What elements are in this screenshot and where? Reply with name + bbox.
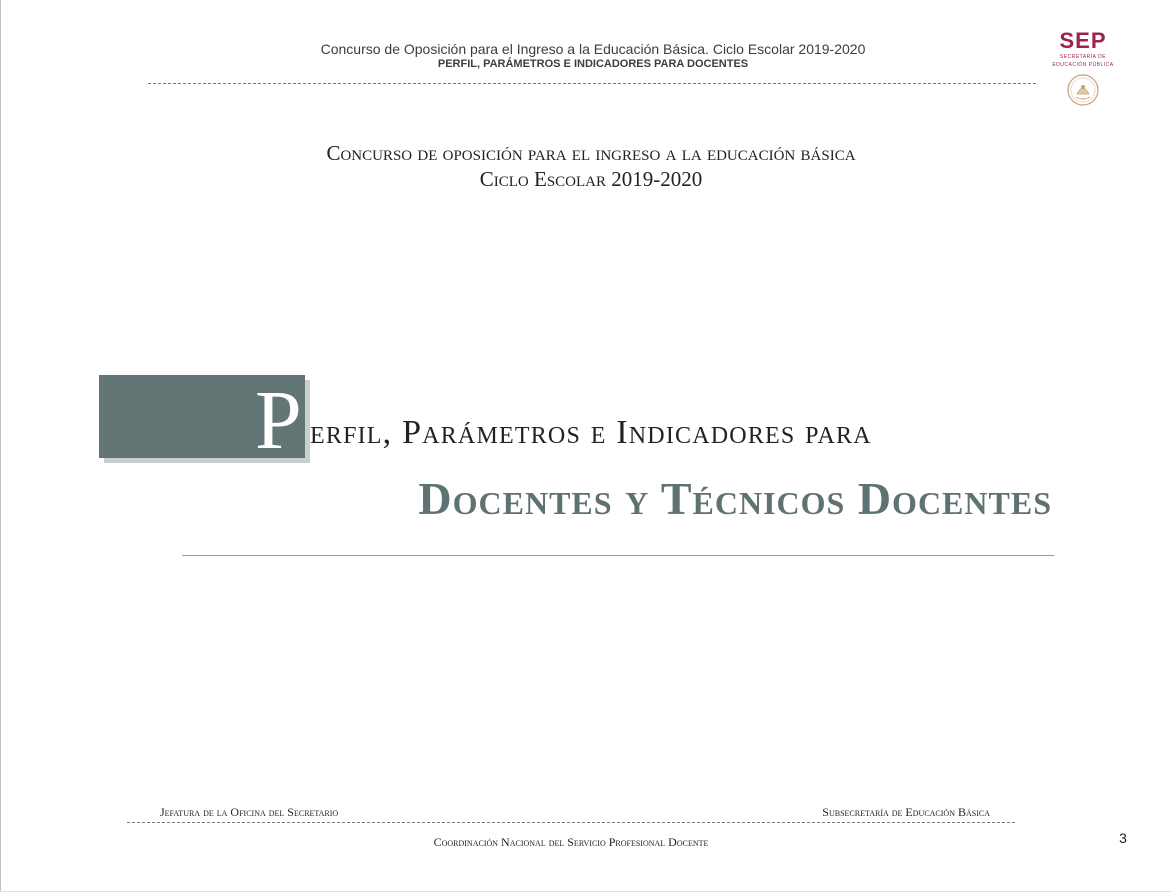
sep-logo-text: SEP bbox=[1059, 28, 1107, 53]
page-left-edge bbox=[0, 0, 1, 892]
main-title-line2: Docentes y Técnicos Docentes bbox=[418, 473, 1052, 524]
header-subtitle: PERFIL, PARÁMETROS E INDICADORES PARA DOCENTES bbox=[437, 58, 749, 70]
national-seal-icon bbox=[1067, 74, 1099, 106]
header-title: Concurso de Oposición para el Ingreso a la Educación Básica. Ciclo Escolar 2019-2020 bbox=[320, 41, 866, 57]
cover-subtitle: Ciclo Escolar 2019-2020 bbox=[479, 167, 703, 191]
title-drop-cap: P bbox=[255, 374, 302, 467]
sep-logo-subtitle-1: SECRETARÍA DE bbox=[1059, 54, 1107, 60]
title-divider bbox=[182, 555, 1054, 556]
sep-logo bbox=[1047, 30, 1119, 106]
footer-center-label: Coordinación Nacional del Servicio Profesional Docente bbox=[433, 835, 709, 849]
cover-title: Concurso de oposición para el ingreso a la educación básica bbox=[326, 141, 856, 165]
header-divider bbox=[148, 83, 1036, 84]
footer-right-label: Subsecretaría de Educación Básica bbox=[822, 805, 990, 819]
footer-divider bbox=[127, 822, 1015, 823]
sep-logo-subtitle-2: EDUCACIÓN PÚBLICA bbox=[1052, 62, 1114, 68]
footer-left-label: Jefatura de la Oficina del Secretario bbox=[160, 805, 339, 819]
main-title-line1: erfil, Parámetros e Indicadores para bbox=[310, 414, 872, 451]
page-number: 3 bbox=[1119, 830, 1127, 846]
